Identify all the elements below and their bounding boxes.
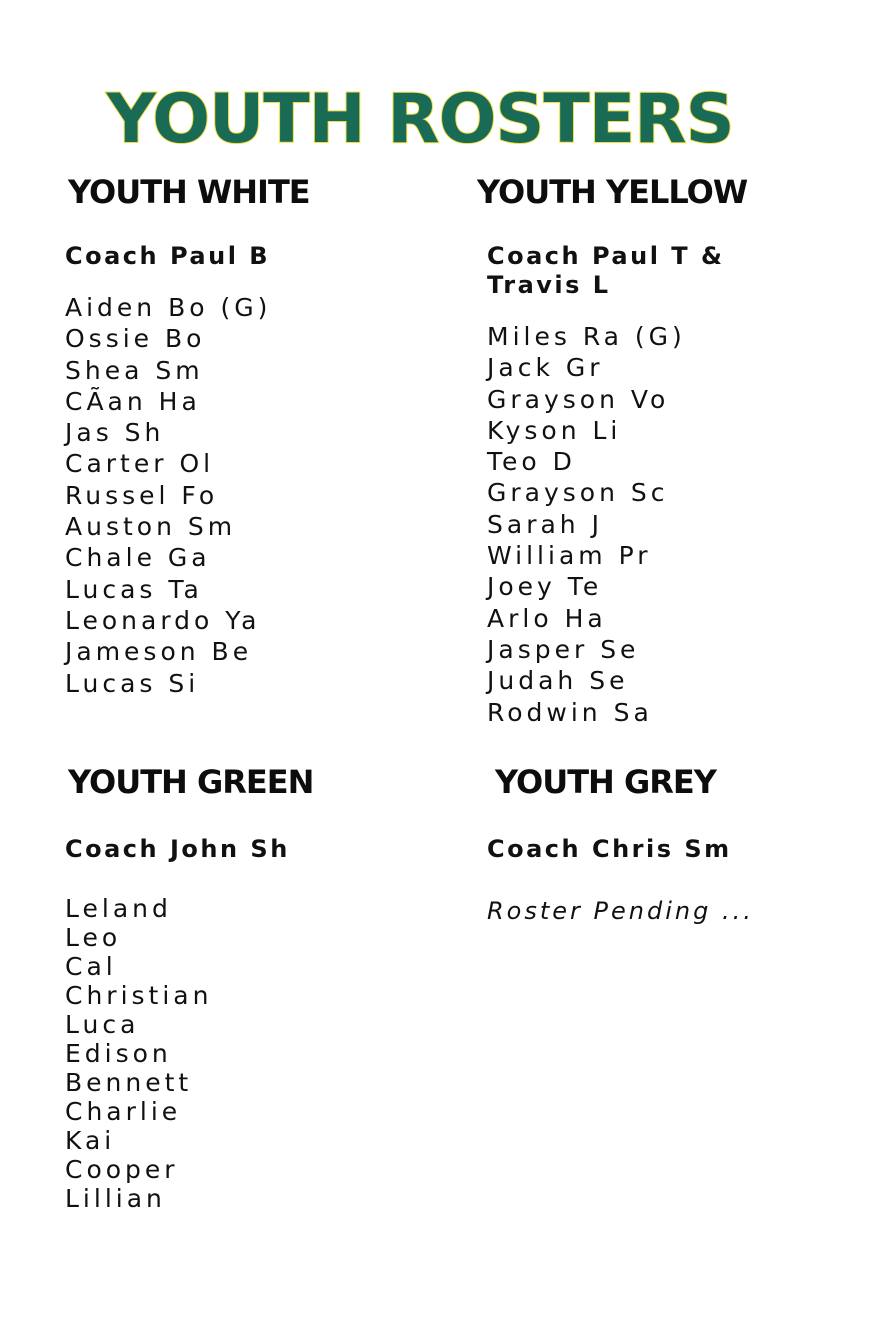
player-item: Cooper (65, 1155, 179, 1184)
player-item: Jas Sh (65, 418, 165, 448)
player-item: Leland (65, 894, 172, 923)
player-item: Luca (65, 1010, 140, 1039)
team-yellow-heading: YOUTH YELLOW (477, 173, 748, 211)
team-white-coach: Coach Paul B (65, 242, 271, 270)
player-item: Leo (65, 923, 122, 952)
player-item: Jameson Be (65, 637, 253, 667)
player-item: Lucas Si (65, 668, 200, 698)
roster-pending-note: Roster Pending ... (487, 897, 754, 925)
player-item: Jasper Se (487, 634, 640, 664)
player-item: Kai (65, 1126, 116, 1155)
team-grey-heading: YOUTH GREY (495, 763, 716, 801)
player-item: Russel Fo (65, 480, 219, 510)
team-green-roster (65, 894, 212, 1213)
team-green-heading: YOUTH GREEN (68, 763, 314, 801)
player-item: Ossie Bo (65, 324, 206, 354)
player-item: Grayson Sc (487, 478, 669, 508)
team-green-coach: Coach John Sh (65, 835, 290, 863)
player-item: Auston Sm (65, 512, 237, 542)
player-item: Sarah J (487, 509, 603, 539)
player-item: Kyson Li (487, 415, 622, 445)
player-item: Lucas Ta (65, 574, 203, 604)
team-yellow-roster (487, 321, 686, 728)
player-item: Arlo Ha (487, 603, 607, 633)
player-item: Shea Sm (65, 355, 204, 385)
player-item: Lillian (65, 1184, 166, 1213)
team-white-heading: YOUTH WHITE (68, 173, 310, 211)
player-item: Christian (65, 981, 213, 1010)
team-yellow-coach: Coach Paul T & Travis L (487, 242, 725, 299)
team-grey-coach: Coach Chris Sm (487, 835, 732, 863)
player-item: Bennett (65, 1068, 193, 1097)
player-item: Jack Gr (487, 353, 604, 383)
player-item: Rodwin Sa (487, 697, 653, 727)
player-item: Aiden Bo (G) (65, 293, 272, 322)
player-item: Chale Ga (65, 543, 211, 573)
player-item: Judah Se (487, 666, 629, 696)
player-item: Teo D (487, 447, 576, 477)
player-item: CÃan Ha (65, 386, 201, 416)
player-item: Joey Te (487, 572, 603, 602)
player-item: Edison (65, 1039, 172, 1068)
player-item: Carter Ol (65, 449, 215, 479)
team-white-roster (65, 292, 271, 699)
player-item: Miles Ra (G) (487, 322, 686, 351)
player-item: Leonardo Ya (65, 605, 261, 635)
player-item: Cal (65, 952, 117, 981)
page-title: YOUTH ROSTERS (106, 79, 734, 159)
player-item: Grayson Vo (487, 384, 670, 414)
player-item: William Pr (487, 541, 652, 571)
player-item: Charlie (65, 1097, 182, 1126)
